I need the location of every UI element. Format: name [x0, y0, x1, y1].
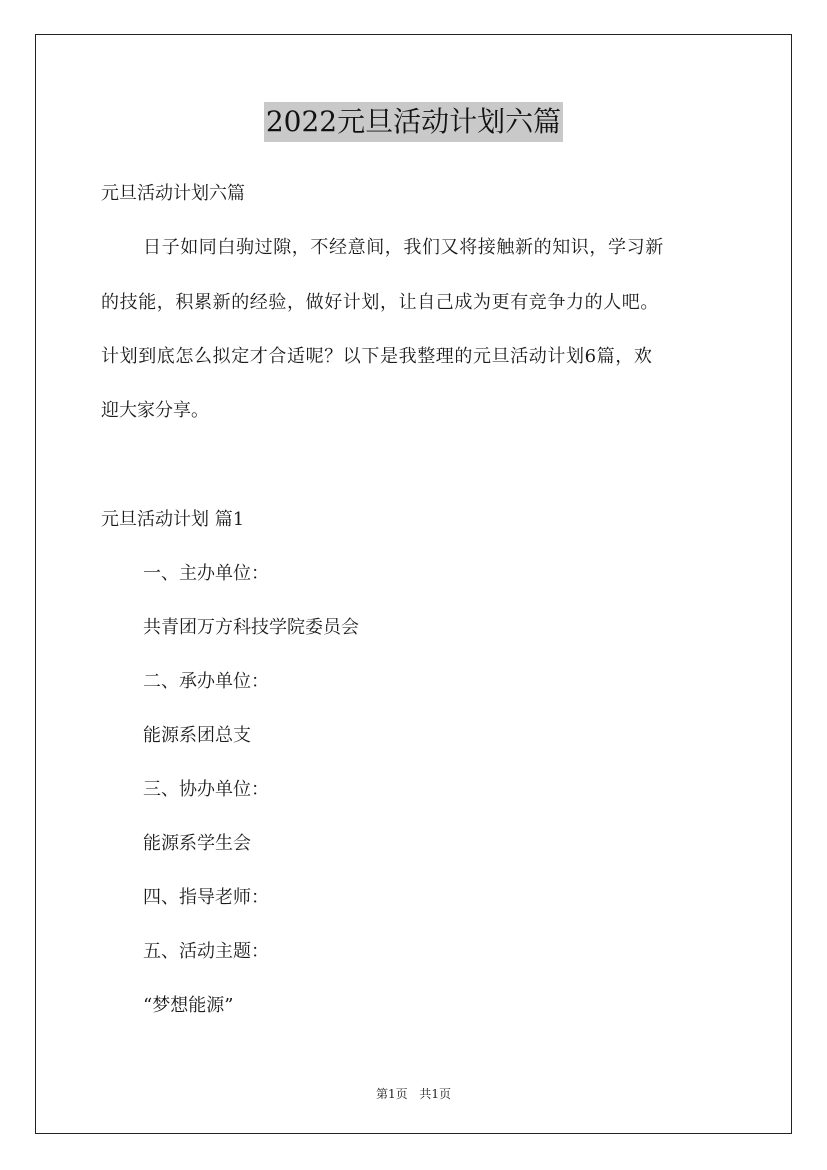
list-item: 三、协办单位：: [143, 779, 269, 800]
list-item: 四、指导老师：: [143, 887, 269, 908]
list-item: 五、活动主题：: [143, 941, 269, 962]
document-title: 2022元旦活动计划六篇: [264, 102, 563, 142]
intro-line-1: 日子如同白驹过隙，不经意间，我们又将接触新的知识，学习新: [143, 237, 664, 258]
page-number-current: 第1页: [375, 1087, 408, 1101]
intro-line-4: 迎大家分享。: [101, 400, 209, 421]
document-subtitle: 元旦活动计划六篇: [101, 183, 245, 204]
list-item: 能源系学生会: [143, 833, 251, 854]
section-heading: 元旦活动计划 篇1: [101, 509, 245, 530]
intro-line-3: 计划到底怎么拟定才合适呢？以下是我整理的元旦活动计划6篇，欢: [101, 346, 653, 367]
title-container: [0, 102, 827, 142]
list-item: 二、承办单位：: [143, 671, 269, 692]
intro-line-2: 的技能，积累新的经验，做好计划，让自己成为更有竞争力的人吧。: [101, 292, 659, 313]
page-number-total: 共1页: [419, 1087, 452, 1101]
page-footer: [0, 1085, 827, 1102]
list-item: “梦想能源”: [143, 995, 234, 1016]
list-item: 能源系团总支: [143, 725, 251, 746]
list-item: 共青团万方科技学院委员会: [143, 617, 359, 638]
list-item: 一、主办单位：: [143, 563, 269, 584]
